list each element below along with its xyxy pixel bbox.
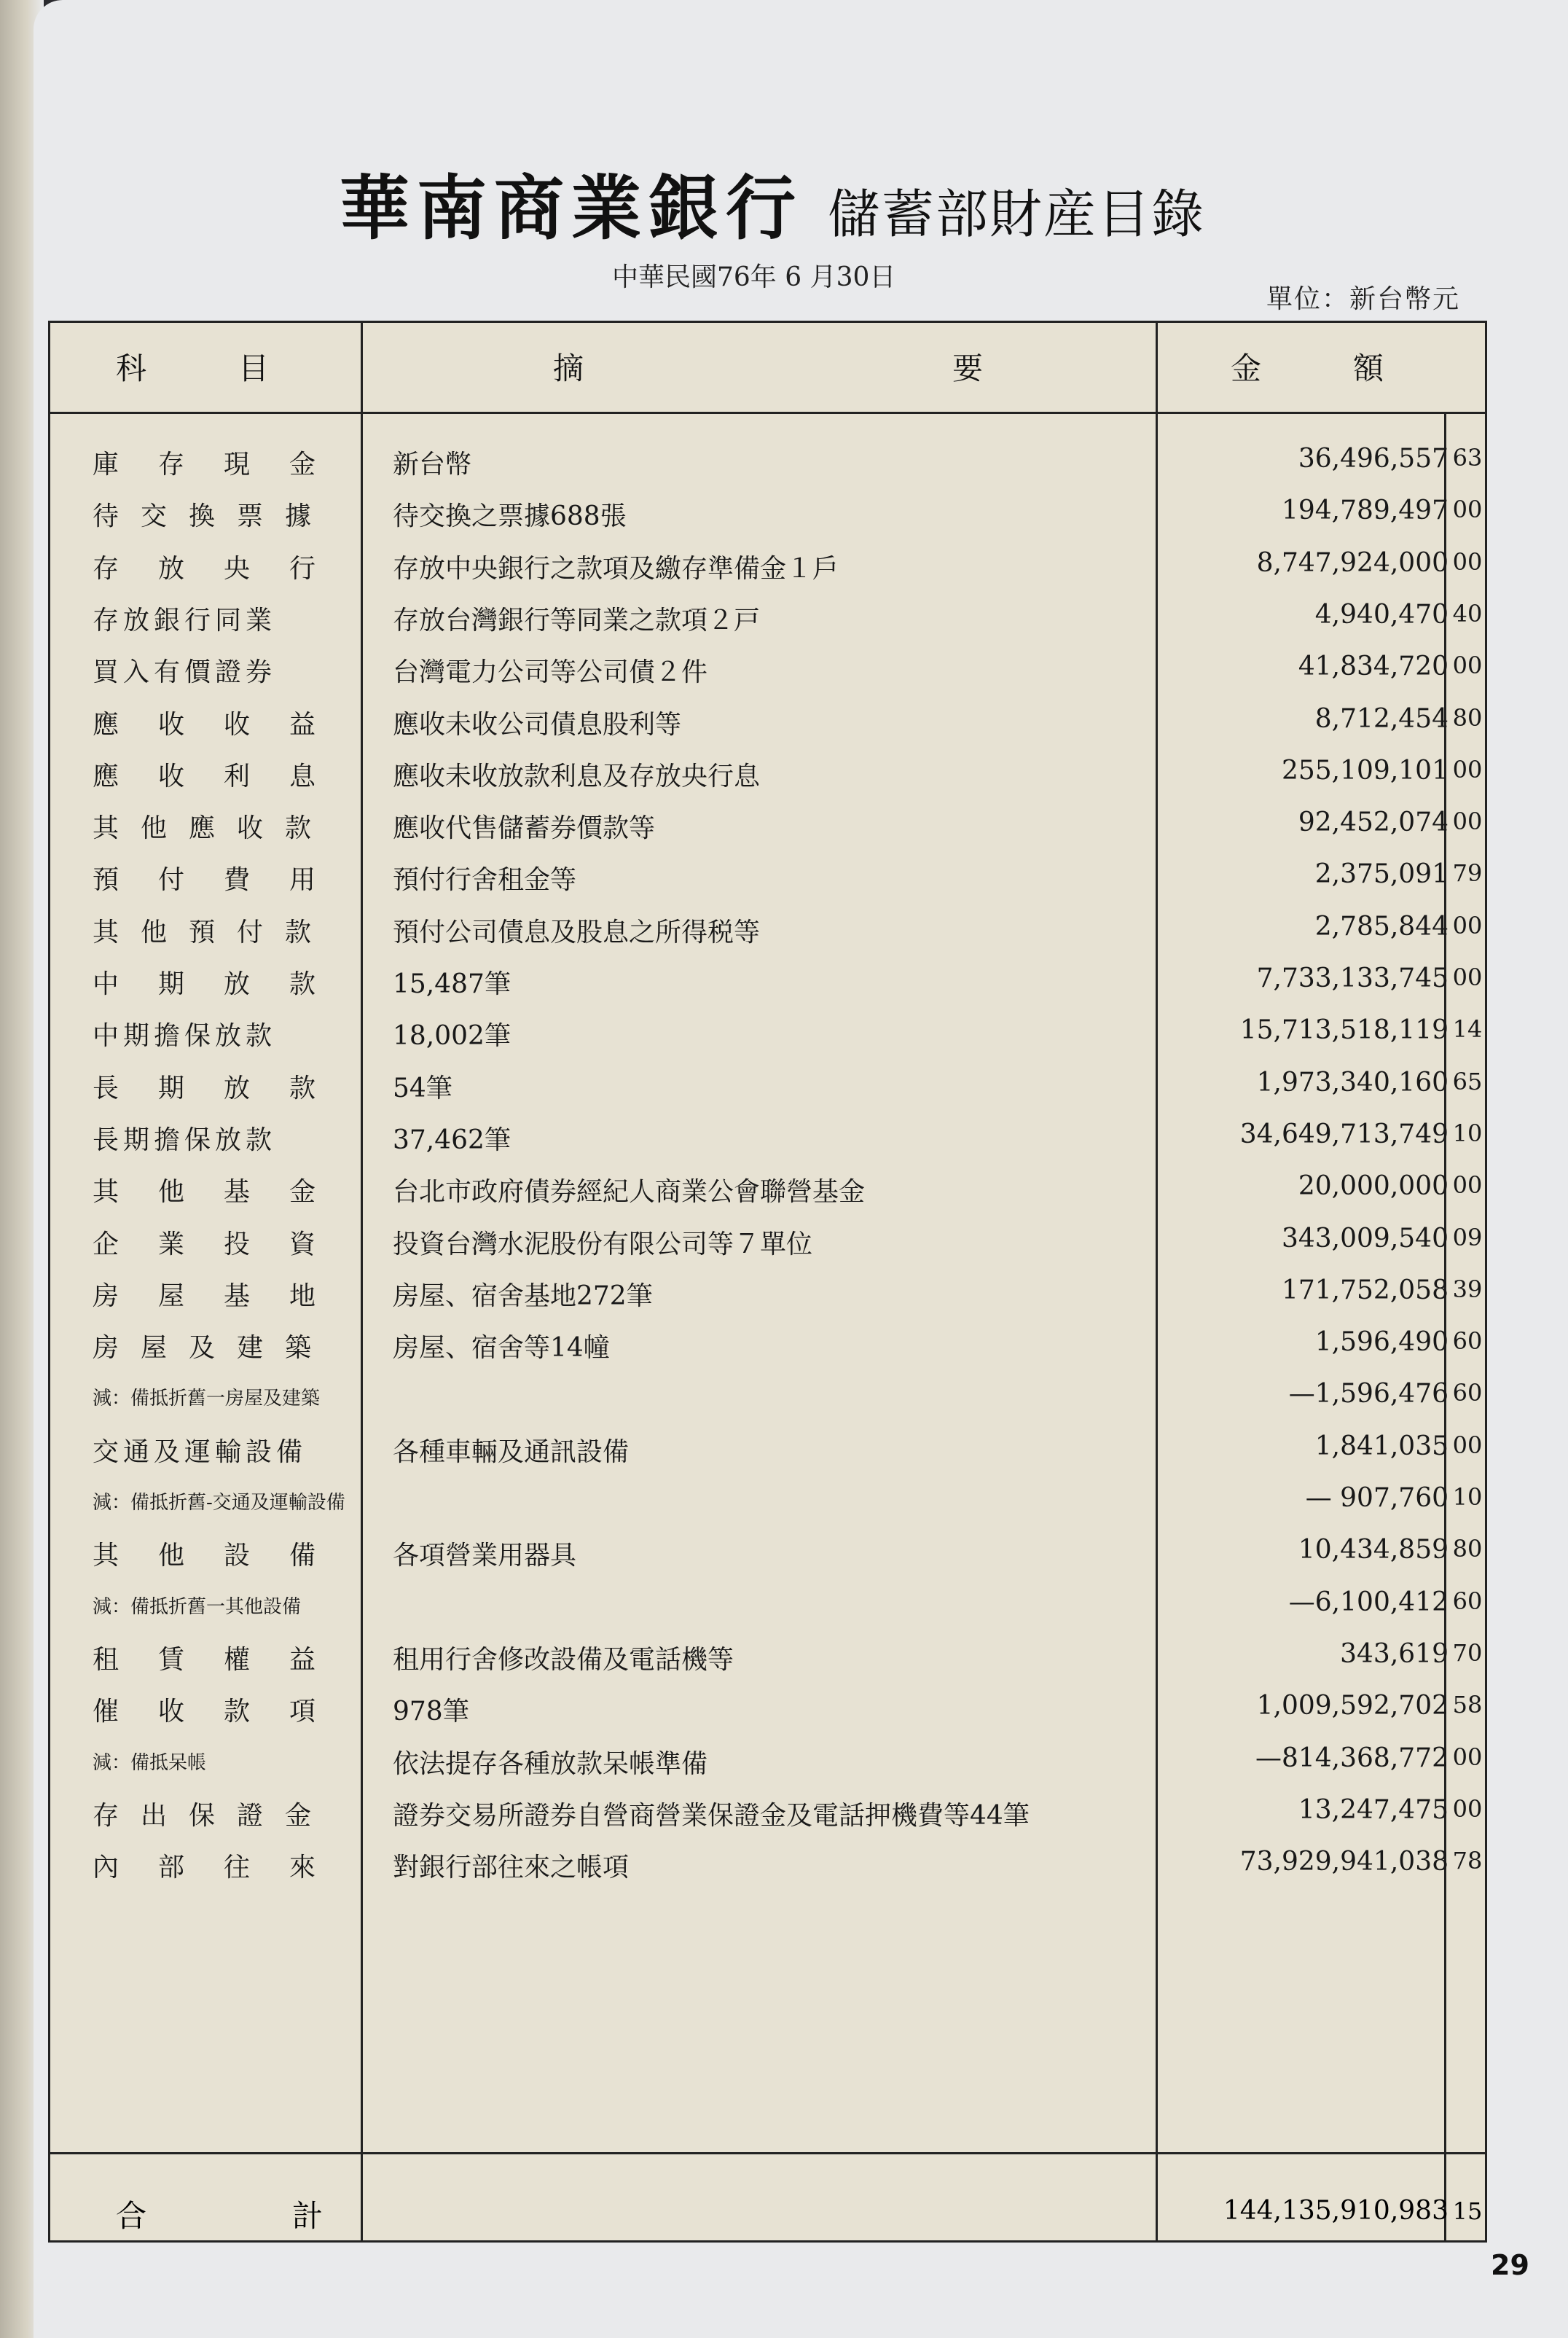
amount-cell: —1,596,476 [1288,1379,1449,1410]
description-cell: 台灣電力公司等公司債２件 [393,657,708,688]
description-cell: 新台幣 [393,450,472,480]
cents-cell: 79 [1452,859,1483,888]
amount-cell: 255,109,101 [1281,755,1449,786]
cents-cell: 60 [1452,1379,1483,1407]
description-cell: 37,462筆 [393,1125,511,1155]
table-row [50,1629,1485,1681]
amount-cell: —814,368,772 [1255,1743,1449,1773]
subject-cell: 待交換票據 [93,501,334,532]
description-cell: 投資台灣水泥股份有限公司等７單位 [393,1229,813,1259]
table-row [50,1369,1485,1420]
amount-cell: 2,785,844 [1314,911,1449,942]
table-row [50,590,1485,641]
subject-cell: 交通及運輸設備 [93,1436,307,1467]
description-cell: 台北市政府債券經紀人商業公會聯營基金 [393,1177,866,1208]
table-row [50,953,1485,1005]
table-row [50,1837,1485,1888]
cents-cell: 78 [1452,1847,1483,1875]
amount-cell: —6,100,412 [1288,1587,1449,1617]
amount-cell: 34,649,713,749 [1239,1119,1449,1149]
table-row [50,641,1485,693]
table-row [50,694,1485,746]
report-date: 中華民國76年 6 月30日 [612,262,896,292]
table-row [50,1421,1485,1473]
table-row [50,902,1485,953]
cents-cell: 39 [1452,1275,1483,1303]
amount-cell: 15,713,518,119 [1239,1015,1449,1046]
cents-cell: 00 [1452,652,1483,680]
subject-cell: 存放銀行同業 [93,605,277,636]
cents-cell: 40 [1452,599,1483,627]
cents-cell: 63 [1452,444,1483,472]
header-rule [50,412,1485,414]
table-row [50,485,1485,537]
cents-cell: 65 [1452,1067,1483,1095]
subject-cell: 長期放款 [93,1073,356,1103]
subject-cell: 長期擔保放款 [93,1125,277,1155]
description-cell: 978筆 [393,1697,469,1727]
cents-cell: 00 [1452,963,1483,991]
header-amount: 金 額 [1231,351,1384,386]
cents-cell: 60 [1452,1327,1483,1356]
cents-cell: 80 [1452,703,1483,732]
document-title: 儲蓄部財産目錄 [828,184,1206,245]
subject-cell: 減：備抵折舊-交通及運輸設備 [93,1492,345,1514]
cents-cell: 00 [1452,911,1483,939]
subject-cell: 催收款項 [93,1697,356,1727]
table-row [50,797,1485,849]
amount-cell: 1,973,340,160 [1256,1067,1449,1098]
table-row [50,1733,1485,1785]
amount-cell: 1,841,035 [1314,1431,1449,1461]
cents-cell: 09 [1452,1223,1483,1251]
table-row [50,1681,1485,1732]
bank-name: 華南商業銀行 [340,168,803,249]
table-row [50,1005,1485,1057]
header-desc-right: 要 [952,351,984,386]
amount-cell: 343,619 [1340,1638,1449,1669]
description-cell: 應收代售儲蓄券價款等 [393,813,656,844]
description-cell: 15,487筆 [393,969,511,999]
description-cell: 各項營業用器具 [393,1541,577,1571]
description-cell: 預付行舍租金等 [393,865,577,896]
subject-cell: 其他基金 [93,1177,356,1208]
table-row [50,1265,1485,1317]
description-cell: 各種車輛及通訊設備 [393,1436,630,1467]
subject-cell: 中期擔保放款 [93,1021,277,1052]
table-row [50,434,1485,485]
cents-cell: 10 [1452,1119,1483,1147]
description-cell: 存放中央銀行之款項及繳存準備金１戶 [393,553,839,584]
subject-cell: 中期放款 [93,969,356,999]
description-cell: 54筆 [393,1073,452,1103]
subject-cell: 存出保證金 [93,1800,334,1831]
amount-cell: — 907,760 [1305,1483,1449,1513]
cents-cell: 00 [1452,1794,1483,1823]
description-cell: 18,002筆 [393,1021,511,1052]
cents-cell: 10 [1452,1483,1483,1511]
cents-cell: 14 [1452,1015,1483,1044]
cents-cell: 70 [1452,1638,1483,1667]
description-cell: 預付公司債息及股息之所得税等 [393,917,761,947]
amount-cell: 2,375,091 [1314,859,1449,890]
description-cell: 房屋、宿舍基地272筆 [393,1281,653,1311]
amount-cell: 343,009,540 [1281,1223,1449,1254]
description-cell: 房屋、宿舍等14幢 [393,1333,610,1364]
description-cell: 應收未收放款利息及存放央行息 [393,761,761,791]
cents-cell: 00 [1452,755,1483,783]
description-cell: 依法提存各種放款呆帳準備 [393,1748,708,1779]
amount-cell: 1,596,490 [1314,1327,1449,1358]
table-row [50,849,1485,901]
table-row [50,1109,1485,1161]
subject-cell: 其他預付款 [93,917,334,947]
description-cell: 存放台灣銀行等同業之款項２戸 [393,605,761,636]
subject-cell: 買入有價證券 [93,657,277,688]
total-label: 合計 [116,2198,469,2234]
subject-cell: 應收收益 [93,709,356,740]
page-title [340,153,1287,255]
currency-unit: 單位：新台幣元 [1266,284,1461,314]
cents-cell: 00 [1452,1171,1483,1200]
subject-cell: 內部往來 [93,1853,356,1883]
subject-cell: 企業投資 [93,1229,356,1259]
table-row [50,1577,1485,1629]
cents-cell: 00 [1452,1431,1483,1459]
table-row [50,1317,1485,1369]
amount-cell: 4,940,470 [1314,599,1449,630]
property-inventory-table [48,321,1487,2243]
amount-cell: 194,789,497 [1281,496,1449,526]
amount-cell: 171,752,058 [1281,1275,1449,1305]
cents-cell: 00 [1452,808,1483,836]
subject-cell: 其他設備 [93,1541,356,1571]
total-cents: 15 [1452,2197,1483,2225]
subject-cell: 預付費用 [93,865,356,896]
subject-cell: 存放央行 [93,553,356,584]
subject-cell: 房屋基地 [93,1281,356,1311]
amount-cell: 20,000,000 [1298,1171,1449,1202]
amount-cell: 8,747,924,000 [1256,547,1449,578]
total-amount: 144,135,910,983 [1223,2196,1449,2226]
table-row [50,1525,1485,1576]
cents-cell: 00 [1452,1743,1483,1771]
description-cell: 證券交易所證券自營商營業保證金及電話押機費等44筆 [393,1800,1030,1831]
amount-cell: 13,247,475 [1298,1794,1449,1825]
page-number: 29 [1491,2249,1529,2281]
amount-cell: 36,496,557 [1298,444,1449,474]
amount-cell: 10,434,859 [1298,1535,1449,1565]
table-row [50,1213,1485,1265]
header-subject: 科 目 [116,351,270,386]
subject-cell: 應收利息 [93,761,356,791]
table-row [50,1057,1485,1109]
amount-cell: 1,009,592,702 [1256,1691,1449,1721]
table-row [50,538,1485,590]
cents-cell: 00 [1452,496,1483,524]
subject-cell: 減：備抵呆帳 [93,1751,207,1774]
amount-cell: 8,712,454 [1314,703,1449,734]
description-cell: 應收未收公司債息股利等 [393,709,682,740]
subject-cell: 庫存現金 [93,450,356,480]
cents-cell: 60 [1452,1587,1483,1615]
amount-cell: 92,452,074 [1298,808,1449,838]
cents-cell: 00 [1452,547,1483,576]
table-row [50,1473,1485,1525]
table-row [50,746,1485,797]
description-cell: 對銀行部往來之帳項 [393,1853,630,1883]
table-row [50,1785,1485,1837]
subject-cell: 租賃權益 [93,1644,356,1675]
cents-cell: 80 [1452,1535,1483,1563]
subject-cell: 減：備抵折舊一其他設備 [93,1595,302,1618]
subject-cell: 減：備抵折舊一房屋及建築 [93,1388,321,1410]
table-row [50,1161,1485,1213]
header-desc-left: 摘 [553,351,584,386]
amount-cell: 7,733,133,745 [1256,963,1449,993]
amount-cell: 73,929,941,038 [1239,1847,1449,1877]
description-cell: 租用行舍修改設備及電話機等 [393,1644,734,1675]
amount-cell: 41,834,720 [1298,652,1449,682]
subject-cell: 房屋及建築 [93,1333,334,1364]
cents-cell: 58 [1452,1691,1483,1719]
total-rule [50,2152,1485,2154]
subject-cell: 其他應收款 [93,813,334,844]
description-cell: 待交換之票據688張 [393,501,627,532]
document-page [34,0,1568,2338]
